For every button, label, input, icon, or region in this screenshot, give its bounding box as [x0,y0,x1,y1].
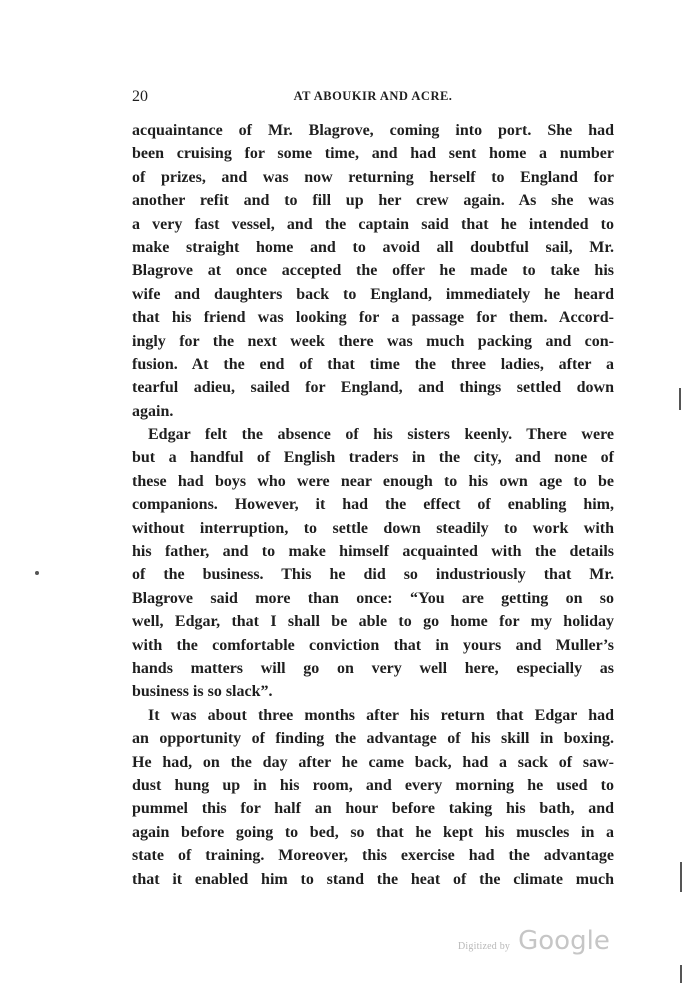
page-number: 20 [132,88,148,105]
text-line: pummel this for half an hour before taking his bath, and [132,800,614,818]
text-line: Blagrove said more than once: “You are getting on so [132,589,614,607]
scan-edge-mark-lower [680,862,682,892]
page-header [132,88,614,110]
scan-edge-mark-bottom [680,965,682,983]
scan-dot-mark [35,571,39,575]
text-line: He had, on the day after he came back, had a sack of saw- [132,753,614,771]
text-line: state of training. Moreover, this exercise had the advantage [132,847,614,865]
text-line: make straight home and to avoid all doubtful sail, Mr. [132,238,614,256]
text-line: fusion. At the end of that time the three ladies, after a [132,355,614,373]
text-line: companions. However, it had the effect of enabling him, [132,496,614,514]
text-line: but a handful of English traders in the city, and none of [132,449,614,467]
text-line: Edgar felt the absence of his sisters keenly. There were [148,426,614,444]
running-head: AT ABOUKIR AND ACRE. [293,89,453,103]
text-line: again before going to bed, so that he kept his muscles in a [132,823,614,841]
digitized-watermark [458,926,610,956]
google-logo: Google [518,926,610,956]
text-line: his father, and to make himself acquainted with the details [132,543,614,561]
text-line: of prizes, and was now returning herself to England for [132,168,614,186]
body-text [132,119,614,891]
text-line: ingly for the next week there was much packing and con- [132,332,614,350]
text-line: without interruption, to settle down steadily to work with [132,519,614,537]
text-line: with the comfortable conviction that in yours and Muller’s [132,636,614,654]
text-line: a very fast vessel, and the captain said that he intended to [132,215,614,233]
text-line: been cruising for some time, and had sent home a number [132,145,614,163]
text-line: these had boys who were near enough to his own age to be [132,472,614,490]
text-line: acquaintance of Mr. Blagrove, coming into port. She had [132,122,614,139]
text-line: of the business. This he did so industriously that Mr. [132,566,614,584]
text-line: hands matters will go on very well here, especially as [132,659,614,677]
text-line: Blagrove at once accepted the offer he made to take his [132,262,614,280]
scan-edge-mark-upper [679,388,681,410]
text-line: an opportunity of finding the advantage of his skill in boxing. [132,730,614,748]
text-line: business is so slack”. [132,683,273,701]
text-line: well, Edgar, that I shall be able to go home for my holiday [132,613,614,631]
text-line: It was about three months after his return that Edgar had [148,706,614,724]
text-line: that it enabled him to stand the heat of the climate much [132,870,614,888]
text-line: another refit and to fill up her crew again. As she was [132,192,614,210]
text-line: again. [132,402,174,420]
text-line: dust hung up in his room, and every morning he used to [132,776,614,794]
text-line: that his friend was looking for a passage for them. Accord- [132,309,614,327]
text-line: wife and daughters back to England, immediately he heard [132,285,614,303]
watermark-prefix: Digitized by [458,941,511,952]
text-line: tearful adieu, sailed for England, and things settled down [132,379,614,397]
